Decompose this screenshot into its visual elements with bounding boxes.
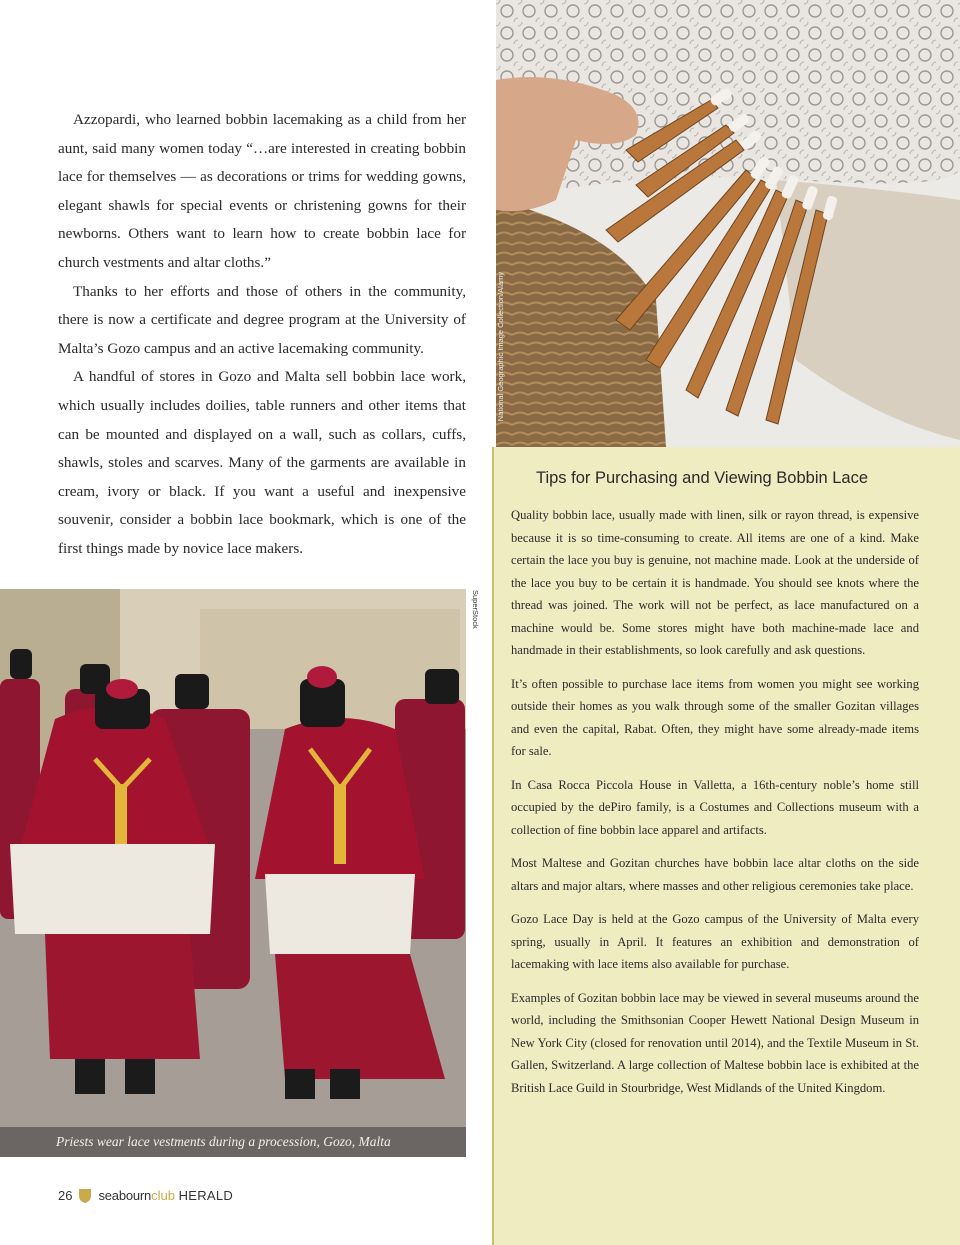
brand-name-part: seabourn [98,1188,152,1203]
bobbin-lace-photo [496,0,960,447]
sidebar-paragraph: It’s often possible to purchase lace items from women you might see working outside their homes as you walk through some of the smaller Gozitan villages and even the capital, Rabat. Often, they might have some already-made items for sale. [511,676,919,758]
photo-credit: SuperStock [471,590,480,629]
page-number: 26 [58,1188,73,1203]
photo-caption: Priests wear lace vestments during a procession, Gozo, Malta [0,1127,466,1157]
article-paragraph: Azzopardi, who learned bobbin lacemaking as a child from her aunt, said many women today “…are interested in creating bobbin lace for themselves — as decorations or trims for wedding gowns, elegant shawls for special events or christening gowns for their newborns. Others want to learn how to create bobbin lace for church vestments and altar cloths.” [58,111,466,271]
sidebar-paragraph: Quality bobbin lace, usually made with linen, silk or rayon thread, is expensive because it is so time-consuming to create. All items are one of a kind. Make certain the lace you buy is genuine, not machine made. Look at the underside of the lace you buy to be certain it is handmade. You should see knots where the thread was joined. The work will not be perfect, as lace manufactured on a machine would be. Some stores might have both machine-made lace and handmade in their establishments, so look carefully and ask questions. [511,508,919,657]
brand-name-part: club [151,1188,175,1203]
sidebar-paragraph: Examples of Gozitan bobbin lace may be viewed in several museums around the world, including the Smithsonian Cooper Hewett National Design Museum in New York City (closed for renovation until 2014), and the Textile Museum in St. Gallen, Switzerland. A large collection of Maltese bobbin lace is exhibited at the British Lace Guild in Stourbridge, West Midlands of the United Kingdom. [511,990,919,1095]
page-footer [58,1188,233,1203]
sidebar-paragraph: Most Maltese and Gozitan churches have bobbin lace altar cloths on the side altars and major altars, where masses and other religious ceremonies take place. [511,856,919,893]
sidebar-body [511,504,919,1110]
article-body [58,106,466,564]
publication-name [98,1188,233,1203]
procession-illustration [0,589,466,1157]
procession-photo [0,589,466,1157]
article-paragraph: Thanks to her efforts and those of others in the community, there is now a certificate and degree program at the University of Malta’s Gozo campus and an active lacemaking community. [58,282,466,357]
photo-credit: National Geographic Image Collection/Alamy [496,272,505,422]
sidebar-paragraph: In Casa Rocca Piccola House in Valletta, a 16th-century noble’s home still occupied by the dePiro family, is a Costumes and Collections museum with a collection of fine bobbin lace apparel and artifacts. [511,777,919,837]
tips-sidebar [492,447,960,1245]
brand-name-part: HERALD [178,1188,234,1203]
sidebar-title: Tips for Purchasing and Viewing Bobbin Lace [536,469,869,487]
article-paragraph: A handful of stores in Gozo and Malta sell bobbin lace work, which usually includes doilies, table runners and other items that can be mounted and displayed on a wall, such as collars, cuffs, shawls, stoles and scarves. Many of the garments are available in cream, ivory or black. If you want a useful and inexpensive souvenir, consider a bobbin lace bookmark, which is one of the first things made by novice lace makers. [58,368,466,557]
bobbin-lace-illustration [496,0,960,447]
sidebar-paragraph: Gozo Lace Day is held at the Gozo campus of the University of Malta every spring, usually in April. It features an exhibition and demonstration of lacemaking with lace items also available for purchase. [511,912,919,971]
crest-icon [79,1189,91,1203]
